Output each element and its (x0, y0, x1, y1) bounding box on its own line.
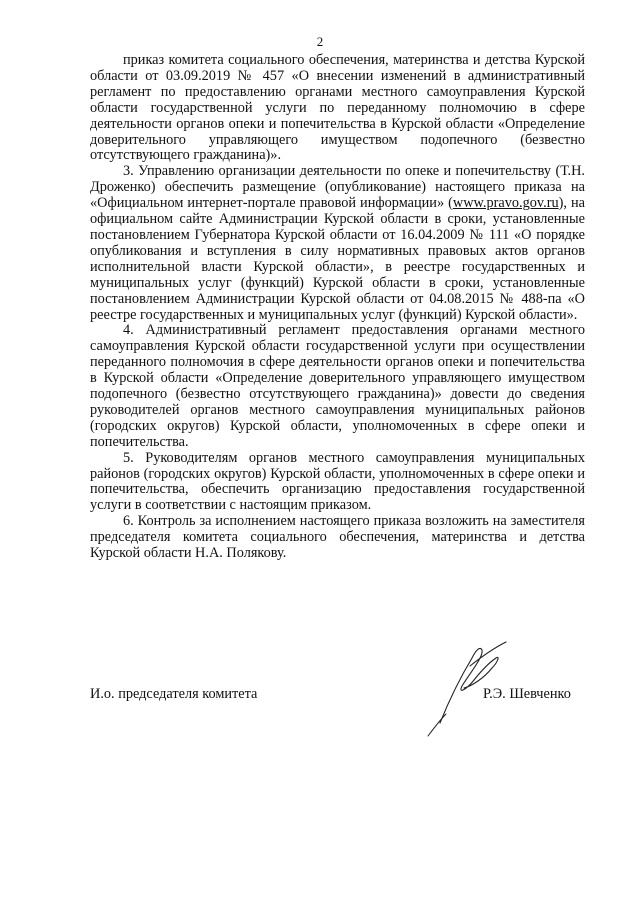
page-number: 2 (316, 34, 324, 49)
handwritten-signature (410, 628, 520, 738)
paragraph-order-reference: приказ комитета социального обеспечения, материнства и детства Курской области от 03.09.2019 № 457 «О внесении изменений в административный регламент по предоставлению органами местного самоуправления Курской области государственной услуги по переданному полномочию в сфере деятельности органов опеки и попечительства в Курской области «Определение доверительного управляющего имуществом подопечного (безвестно отсутствующего гражданина)». (90, 52, 585, 164)
paragraph-6-control: 6. Контроль за исполнением настоящего приказа возложить на заместителя председателя комитета социального обеспечения, материнства и детства Курской области Н.А. Полякову. (90, 513, 585, 562)
paragraph-4-regulation: 4. Административный регламент предоставления органами местного самоуправления Курской области государственной услуги при осуществлении переданного полномочия в сфере деятельности органов опеки и попечительства в Курской области «Определение доверительного управляющего имуществом подопечного (безвестно отсутствующего гражданина)» довести до сведения руководителей органов местного самоуправления муниципальных районов (городских округов) Курской области, уполномоченных в сфере опеки и попечительства. (90, 322, 585, 450)
document-body (90, 53, 585, 562)
paragraph-3-publication (90, 164, 585, 323)
pravo-link[interactable]: www.pravo.gov.ru (452, 195, 559, 212)
paragraph-3-text-start: 3. Управлению организации деятельности по опеке и попечительству (Т.Н. Дроженко) обеспечить размещение (опубликование) настоящего приказа на «Официальном интернет-портале правовой информации» ( (90, 163, 585, 212)
signatory-title: И.о. председателя комитета (90, 686, 258, 702)
paragraph-5-heads: 5. Руководителям органов местного самоуправления муниципальных районов (городских округов) Курской области, уполномоченных в сфере опеки и попечительства, обеспечить организацию предоставления государственной услуги в соответствии с настоящим приказом. (90, 449, 585, 514)
signatory-name: Р.Э. Шевченко (483, 686, 571, 702)
paragraph-3-text-end: ), на официальном сайте Администрации Курской области в сроки, установленные постановлением Губернатора Курской области от 16.04.2009 № 111 «О порядке опубликования и вступления в силу нормативных правовых актов органов исполнительной власти Курской области», в реестре государственных и муниципальных услуг (функций) Курской области в сроки, установленные постановлением Администрации Курской области от 04.08.2015 № 488-па «О реестре государственных и муниципальных услуг (функций) Курской области». (90, 195, 585, 323)
